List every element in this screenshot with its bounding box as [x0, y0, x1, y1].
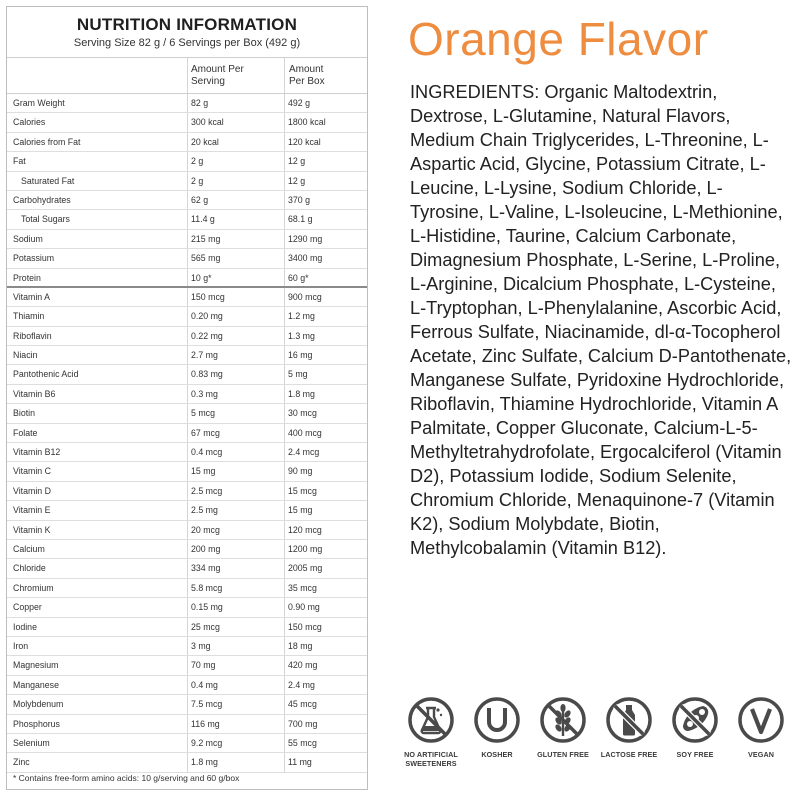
table-row — [7, 288, 367, 307]
nutrient-name: Calcium — [13, 543, 45, 554]
table-row — [7, 346, 367, 365]
nutrient-name: Iodine — [13, 621, 37, 632]
nutrient-name: Vitamin E — [13, 505, 51, 516]
table-row — [7, 443, 367, 462]
amount-per-serving: 0.4 mg — [191, 679, 218, 690]
nutrient-name: Vitamin D — [13, 485, 51, 496]
amount-per-serving: 62 g — [191, 194, 209, 205]
nutrient-name: Potassium — [13, 253, 55, 264]
nutrient-name: Saturated Fat — [21, 175, 75, 186]
nutrient-name: Vitamin B6 — [13, 388, 56, 399]
badge-label: GLUTEN FREE — [537, 750, 589, 759]
amount-per-box: 1800 kcal — [288, 117, 326, 128]
amount-per-box: 400 mcg — [288, 427, 322, 438]
table-row — [7, 579, 367, 598]
nutrient-name: Total Sugars — [21, 214, 70, 225]
nutrient-name: Niacin — [13, 350, 38, 361]
table-row — [7, 656, 367, 675]
lactose-free-icon — [596, 696, 662, 744]
header-per-serving: Amount Per Serving — [191, 64, 244, 87]
table-row — [7, 269, 367, 288]
amount-per-serving: 7.5 mcg — [191, 699, 223, 710]
flavor-title: Orange Flavor — [408, 13, 709, 65]
amount-per-box: 15 mg — [288, 505, 313, 516]
amount-per-serving: 20 mcg — [191, 524, 220, 535]
nutrient-name: Iron — [13, 640, 29, 651]
amount-per-box: 55 mcg — [288, 737, 317, 748]
soy-free-icon — [662, 696, 728, 744]
nutrient-name: Gram Weight — [13, 98, 65, 108]
table-row — [7, 695, 367, 714]
amount-per-serving: 334 mg — [191, 563, 221, 574]
nutrient-name: Carbohydrates — [13, 194, 71, 205]
amount-per-box: 12 g — [288, 175, 306, 186]
amount-per-box: 12 g — [288, 156, 306, 167]
badge-row — [398, 696, 798, 776]
table-row — [7, 307, 367, 326]
amount-per-serving: 67 mcg — [191, 427, 220, 438]
table-row — [7, 191, 367, 210]
amount-per-serving: 215 mg — [191, 233, 221, 244]
table-row — [7, 637, 367, 656]
badge-label: KOSHER — [481, 750, 513, 759]
amount-per-serving: 0.15 mg — [191, 602, 223, 613]
panel-title: NUTRITION INFORMATION — [76, 15, 298, 34]
serving-size: Serving Size 82 g / 6 Servings per Box (492 g) — [73, 37, 301, 49]
amount-per-serving: 5 mcg — [191, 408, 215, 419]
nutrient-name: Vitamin C — [13, 466, 51, 477]
table-row — [7, 113, 367, 132]
nutrient-name: Sodium — [13, 233, 43, 244]
table-row — [7, 210, 367, 229]
table-row — [7, 598, 367, 617]
nutrient-name: Vitamin B12 — [13, 447, 61, 458]
nutrient-name: Manganese — [13, 679, 59, 690]
amount-per-box: 30 mcg — [288, 408, 317, 419]
amount-per-serving: 0.83 mg — [191, 369, 223, 380]
amount-per-serving: 2 g — [191, 175, 204, 186]
amount-per-box: 5 mg — [288, 369, 308, 380]
table-row — [7, 424, 367, 443]
amount-per-serving: 2.5 mcg — [191, 485, 223, 496]
table-row — [7, 618, 367, 637]
table-row — [7, 715, 367, 734]
nutrient-name: Selenium — [13, 737, 50, 748]
table-row — [7, 327, 367, 346]
nutrient-name: Pantothenic Acid — [13, 369, 79, 380]
badge-label: LACTOSE FREE — [600, 750, 658, 759]
kosher-icon — [464, 696, 530, 744]
table-row — [7, 676, 367, 695]
table-row — [7, 521, 367, 540]
table-row — [7, 734, 367, 753]
amount-per-serving: 0.4 mcg — [191, 447, 223, 458]
vegan-icon — [728, 696, 794, 744]
amount-per-box: 1290 mg — [288, 233, 323, 244]
table-row — [7, 152, 367, 171]
amount-per-box: 2005 mg — [288, 563, 323, 574]
table-row — [7, 404, 367, 423]
nutrient-name: Riboflavin — [13, 330, 52, 341]
amount-per-box: 15 mcg — [288, 485, 317, 496]
table-row — [7, 753, 367, 772]
amount-per-box: 420 mg — [288, 660, 318, 671]
amount-per-box: 3400 mg — [288, 253, 323, 264]
amount-per-box: 90 mg — [288, 466, 313, 477]
amount-per-serving: 150 mcg — [191, 291, 225, 302]
amount-per-box: 492 g — [288, 98, 311, 108]
table-row — [7, 133, 367, 152]
ingredients-text: INGREDIENTS: Organic Maltodextrin, Dextrose, L-Glutamine, Natural Flavors, Medium Chain Triglycerides, L-Threonine, L-Aspartic Acid, Glycine, Potassium Citrate, L-Leucine, L-Lysine, Sodium Chloride, L-Tyrosine, L-Valine, L-Isoleucine, L-Methionine, L-Histidine, Taurine, Calcium Carbonate, Dimagnesium Phosphate, L-Serine, L-Proline, L-Arginine, Dicalcium Phosphate, L-Cysteine, L-Tryptophan, L-Phenylalanine, Ascorbic Acid, Ferrous Sulfate, Niacinamide, dl-α-Tocopherol Acetate, Zinc Sulfate, Calcium D-Pantothenate, Manganese Sulfate, Pyridoxine Hydrochloride, Riboflavin, Thiamine Hydrochloride, Vitamin A Palmitate, Copper Gluconate, Calcium-L-5-Methyltetrahydrofolate, Ergocalciferol (Vitamin D2), Potassium Iodide, Sodium Selenite, Chromium Chloride, Menaquinone-7 (Vitamin K2), Sodium Molybdate, Biotin, Methylcobalamin (Vitamin B12). — [410, 82, 792, 558]
amount-per-serving: 116 mg — [191, 718, 220, 729]
nutrient-name: Calories — [13, 117, 46, 128]
amount-per-box: 2.4 mcg — [288, 447, 320, 458]
table-row — [7, 462, 367, 481]
amount-per-box: 16 mg — [288, 350, 313, 361]
table-row — [7, 559, 367, 578]
table-row — [7, 385, 367, 404]
table-row — [7, 94, 367, 113]
amount-per-serving: 2.7 mg — [191, 350, 218, 361]
amount-per-serving: 11.4 g — [191, 214, 215, 225]
no-artificial-sweeteners-icon — [398, 696, 464, 744]
nutrient-name: Vitamin K — [13, 524, 51, 535]
amount-per-serving: 0.3 mg — [191, 388, 218, 399]
nutrient-name: Biotin — [13, 408, 36, 419]
nutrient-name: Vitamin A — [13, 291, 50, 302]
badge — [596, 696, 662, 759]
amount-per-serving: 15 mg — [191, 466, 216, 477]
amount-per-box: 1.3 mg — [288, 330, 315, 341]
amount-per-serving: 9.2 mcg — [191, 737, 223, 748]
amount-per-serving: 5.8 mcg — [191, 582, 223, 593]
table-row — [7, 230, 367, 249]
table-row — [7, 540, 367, 559]
nutrient-name: Chloride — [13, 563, 46, 574]
header-per-box: Amount Per Box — [289, 64, 325, 87]
amount-per-serving: 82 g — [191, 98, 209, 108]
amount-per-box: 45 mcg — [288, 699, 317, 710]
amount-per-serving: 200 mg — [191, 543, 221, 554]
badge — [398, 696, 464, 768]
nutrition-panel — [6, 6, 368, 790]
amount-per-box: 150 mcg — [288, 621, 322, 632]
nutrient-name: Copper — [13, 602, 42, 613]
amount-per-serving: 565 mg — [191, 253, 221, 264]
table-row — [7, 482, 367, 501]
table-row — [7, 249, 367, 268]
nutrient-name: Molybdenum — [13, 699, 64, 710]
nutrient-name: Phosphorus — [13, 718, 60, 729]
amount-per-box: 120 kcal — [288, 136, 321, 147]
amount-per-box: 370 g — [288, 194, 311, 205]
amount-per-box: 35 mcg — [288, 582, 317, 593]
amount-per-box: 1.8 mg — [288, 388, 315, 399]
nutrient-name: Chromium — [13, 582, 54, 593]
amount-per-serving: 0.20 mg — [191, 311, 223, 322]
amount-per-box: 18 mg — [288, 640, 313, 651]
amount-per-box: 1.2 mg — [288, 311, 315, 322]
amount-per-serving: 3 mg — [191, 640, 211, 651]
badge-label: VEGAN — [747, 750, 775, 759]
amount-per-serving: 0.22 mg — [191, 330, 223, 341]
amount-per-box: 1200 mg — [288, 543, 323, 554]
table-row — [7, 172, 367, 191]
badge-label: SOY FREE — [676, 750, 714, 759]
table-row — [7, 365, 367, 384]
amount-per-serving: 2.5 mg — [191, 505, 218, 516]
nutrition-table — [7, 57, 367, 773]
nutrient-name: Thiamin — [13, 311, 45, 322]
table-header — [7, 57, 367, 94]
amount-per-box: 700 mg — [288, 718, 318, 729]
nutrient-name: Fat — [13, 156, 26, 167]
amount-per-box: 11 mg — [288, 757, 312, 768]
nutrient-name: Magnesium — [13, 660, 59, 671]
amount-per-serving: 2 g — [191, 156, 204, 167]
amount-per-box: 120 mcg — [288, 524, 322, 535]
nutrient-name: Protein — [13, 272, 41, 283]
nutrient-name: Folate — [13, 427, 38, 438]
amount-per-serving: 10 g* — [191, 272, 212, 283]
badge — [530, 696, 596, 759]
nutrient-name: Calories from Fat — [13, 136, 81, 147]
amount-per-box: 900 mcg — [288, 291, 322, 302]
amount-per-serving: 300 kcal — [191, 117, 224, 128]
amount-per-serving: 70 mg — [191, 660, 216, 671]
badge-label: NO ARTIFICIAL SWEETENERS — [404, 750, 458, 768]
table-body — [7, 94, 367, 773]
badge — [662, 696, 728, 759]
badge — [728, 696, 794, 759]
gluten-free-icon — [530, 696, 596, 744]
amount-per-serving: 1.8 mg — [191, 757, 218, 768]
amount-per-box: 60 g* — [288, 272, 309, 283]
nutrient-name: Zinc — [13, 757, 30, 768]
footnote: * Contains free-form amino acids: 10 g/serving and 60 g/box — [13, 773, 240, 783]
amount-per-box: 0.90 mg — [288, 602, 320, 613]
amount-per-box: 2.4 mg — [288, 679, 315, 690]
amount-per-serving: 20 kcal — [191, 136, 219, 147]
amount-per-serving: 25 mcg — [191, 621, 220, 632]
amount-per-box: 68.1 g — [288, 214, 313, 225]
badge — [464, 696, 530, 759]
table-row — [7, 501, 367, 520]
